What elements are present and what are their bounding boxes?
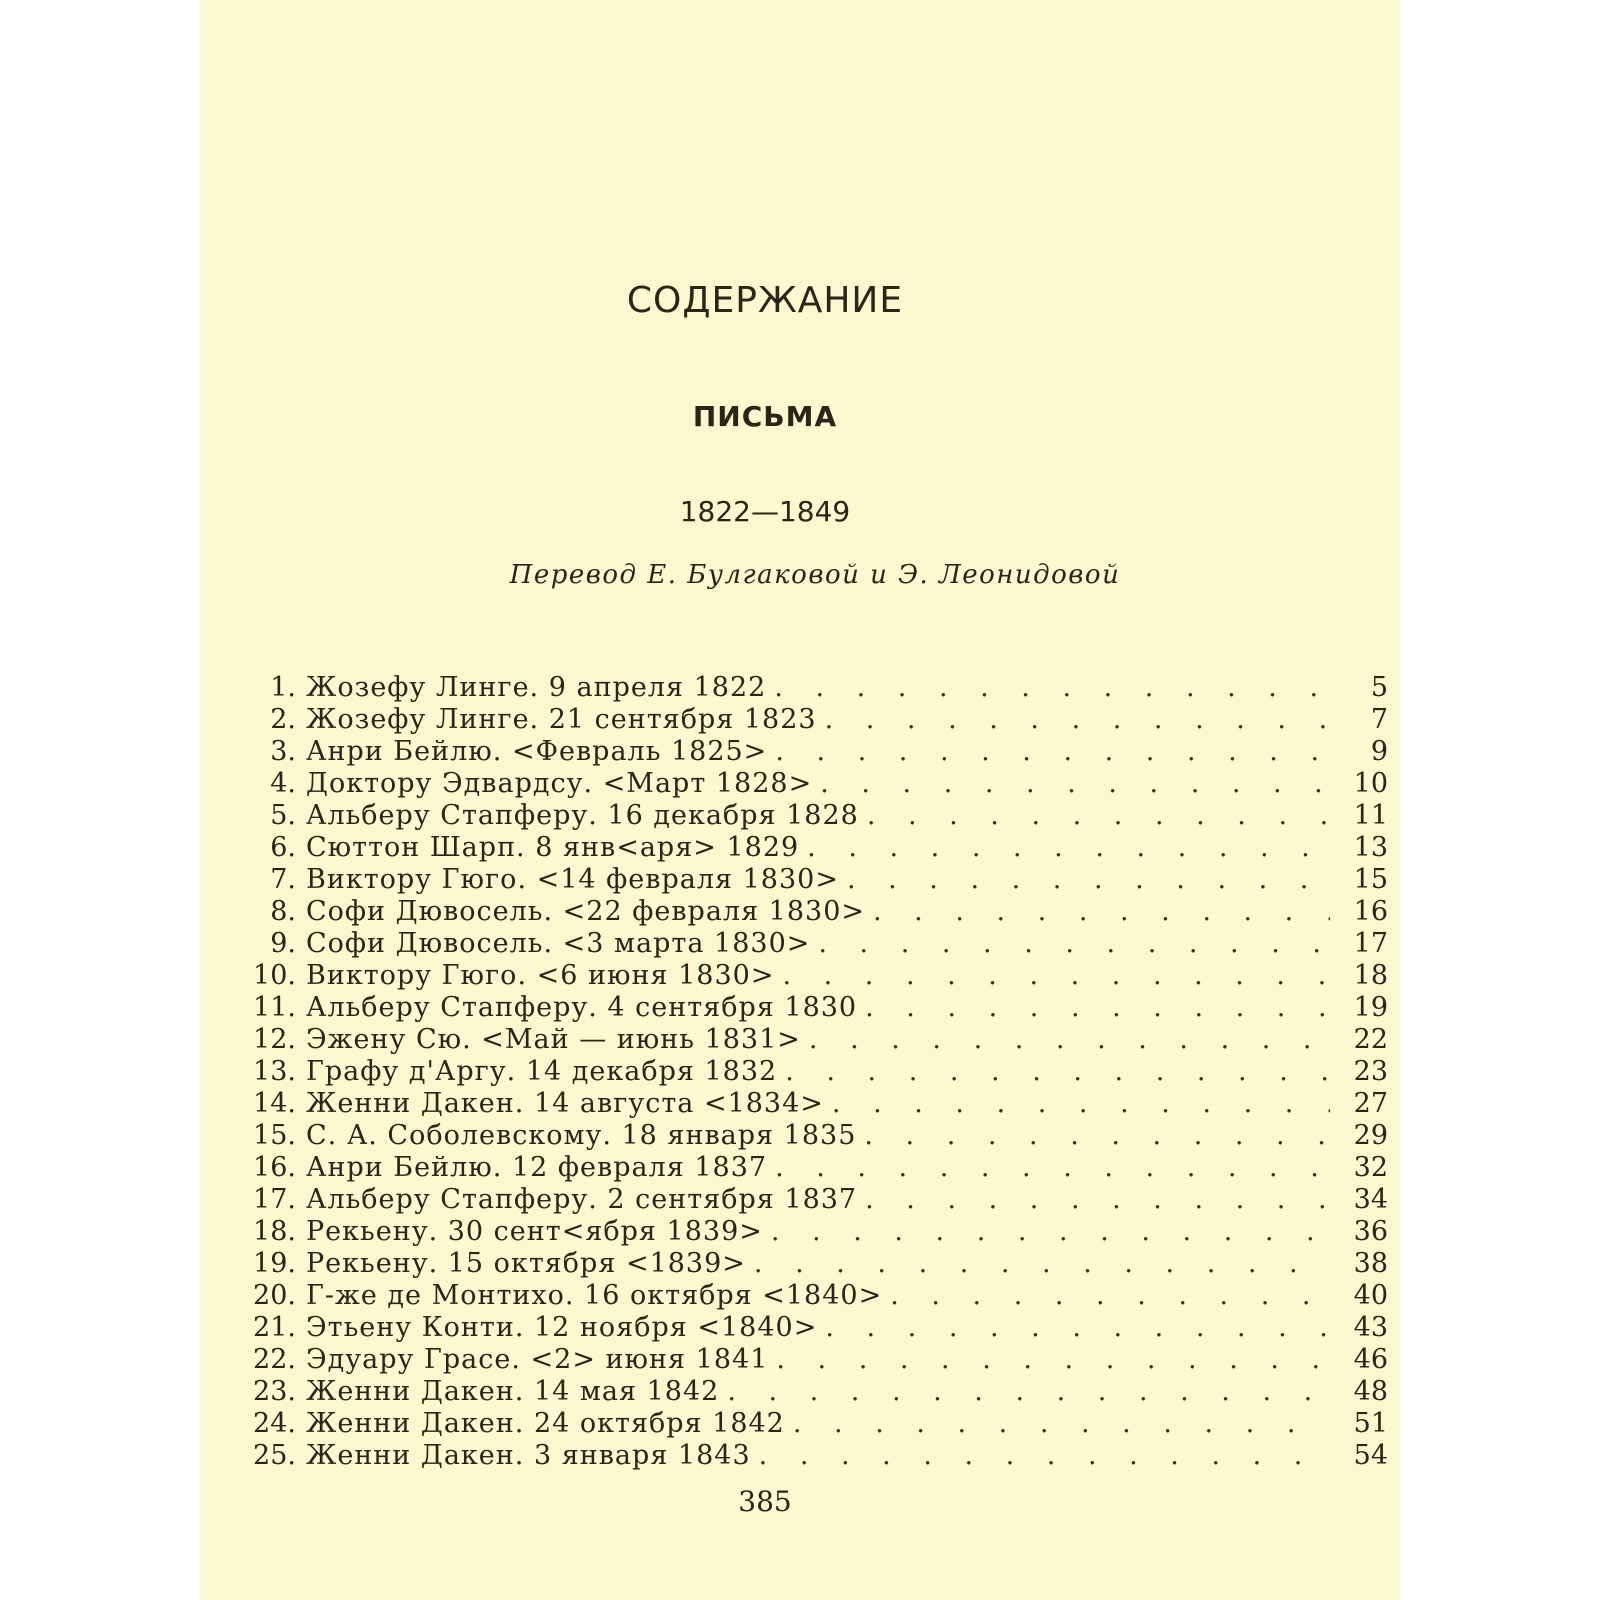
toc-entry-number: 17. <box>253 1184 296 1215</box>
toc-entry-page: 29 <box>1353 1120 1388 1151</box>
toc-entry-title: Рекьену. 30 сент<ября 1839> <box>306 1216 763 1247</box>
toc-entry-title: Виктору Гюго. <14 февраля 1830> <box>306 864 839 895</box>
dot-leader <box>759 1440 1330 1472</box>
toc-entry-title: Сюттон Шарп. 8 янв<аря> 1829 <box>306 832 800 863</box>
toc-entry <box>248 1312 1428 1344</box>
toc-entry <box>248 1408 1428 1440</box>
toc-entry-title: Рекьену. 15 октября <1839> <box>306 1248 746 1279</box>
dot-leader <box>873 896 1330 928</box>
toc-entry-page: 9 <box>1370 736 1388 767</box>
dot-leader <box>864 1120 1330 1152</box>
toc-entry <box>248 1248 1428 1280</box>
toc-entry <box>248 1344 1428 1376</box>
section-heading: ПИСЬМА <box>692 400 838 433</box>
toc-entry <box>248 800 1428 832</box>
dot-leader <box>890 1280 1330 1312</box>
dot-leader <box>782 960 1330 992</box>
dot-leader <box>785 1056 1330 1088</box>
toc-entry <box>248 832 1428 864</box>
toc-entry <box>248 1184 1428 1216</box>
toc-entry-title: Альберу Стапферу. 2 сентября 1837 <box>306 1184 858 1215</box>
toc-entry <box>248 960 1428 992</box>
dot-leader <box>809 1024 1330 1056</box>
dot-leader <box>807 832 1330 864</box>
toc-entry-title: Анри Бейлю. 12 февраля 1837 <box>306 1152 768 1183</box>
dot-leader <box>865 992 1330 1024</box>
dot-leader <box>867 800 1330 832</box>
toc-entry-number: 3. <box>270 736 296 767</box>
toc-entry-title: Анри Бейлю. <Февраль 1825> <box>306 736 768 767</box>
toc-entry-page: 10 <box>1353 768 1388 799</box>
toc-entry-title: Эжену Сю. <Май — июнь 1831> <box>306 1024 801 1055</box>
toc-entry-page: 38 <box>1353 1248 1388 1279</box>
toc-entry-number: 22. <box>253 1344 296 1375</box>
toc-entry-title: Виктору Гюго. <6 июня 1830> <box>306 960 775 991</box>
toc-entry <box>248 1024 1428 1056</box>
toc-entry-page: 36 <box>1353 1216 1388 1247</box>
toc-entry-title: Софи Дювосель. <3 марта 1830> <box>306 928 811 959</box>
toc-entry-number: 9. <box>270 928 296 959</box>
toc-entry-number: 6. <box>270 832 296 863</box>
toc-entry-page: 17 <box>1353 928 1388 959</box>
toc-entry-number: 11. <box>253 992 296 1023</box>
toc-entry-number: 1. <box>270 672 296 703</box>
toc-entry-number: 23. <box>253 1376 296 1407</box>
toc-entry-title: Альберу Стапферу. 4 сентября 1830 <box>306 992 858 1023</box>
toc-entry-title: Графу д'Аргу. 14 декабря 1832 <box>306 1056 778 1087</box>
toc-entry <box>248 864 1428 896</box>
toc-entry-page: 11 <box>1353 800 1388 831</box>
toc-entry <box>248 1120 1428 1152</box>
dot-leader <box>774 672 1330 704</box>
toc-entry-title: Эдуару Грасе. <2> июня 1841 <box>306 1344 769 1375</box>
toc-entry-number: 13. <box>253 1056 296 1087</box>
toc-entry-number: 8. <box>270 896 296 927</box>
toc-entry-title: С. А. Соболевскому. 18 января 1835 <box>306 1120 857 1151</box>
toc-entry-number: 15. <box>253 1120 296 1151</box>
dot-leader <box>820 768 1330 800</box>
toc-entry-page: 19 <box>1353 992 1388 1023</box>
toc-entry-page: 7 <box>1370 704 1388 735</box>
dot-leader <box>825 1312 1330 1344</box>
toc-entry-number: 19. <box>253 1248 296 1279</box>
years-heading: 1822—1849 <box>679 495 851 528</box>
dot-leader <box>754 1248 1330 1280</box>
toc-entry-page: 51 <box>1353 1408 1388 1439</box>
toc-entry-number: 21. <box>253 1312 296 1343</box>
toc-entry <box>248 672 1428 704</box>
toc-entry-page: 5 <box>1370 672 1388 703</box>
toc-entry <box>248 928 1428 960</box>
toc-entry-title: Г-же де Монтихо. 16 октября <1840> <box>306 1280 883 1311</box>
page-number: 385 <box>738 1485 792 1518</box>
book-page <box>200 0 1400 1600</box>
toc-entry <box>248 736 1428 768</box>
toc-entry-number: 5. <box>270 800 296 831</box>
toc-entry-page: 23 <box>1353 1056 1388 1087</box>
toc-entry-number: 18. <box>253 1216 296 1247</box>
toc-entry-page: 18 <box>1353 960 1388 991</box>
toc-entry-page: 27 <box>1353 1088 1388 1119</box>
toc-entry-page: 16 <box>1353 896 1388 927</box>
toc-entry <box>248 1216 1428 1248</box>
translator-line: Перевод Е. Булгаковой и Э. Леонидовой <box>509 560 1121 590</box>
toc-entry-number: 4. <box>270 768 296 799</box>
toc-entry-number: 7. <box>270 864 296 895</box>
toc-entry <box>248 1152 1428 1184</box>
toc-entry <box>248 1280 1428 1312</box>
toc-entry-page: 13 <box>1353 832 1388 863</box>
toc-entry-page: 15 <box>1353 864 1388 895</box>
dot-leader <box>771 1216 1330 1248</box>
toc-entry-title: Женни Дакен. 14 августа <1834> <box>306 1088 824 1119</box>
toc-entry-title: Женни Дакен. 24 октября 1842 <box>306 1408 785 1439</box>
toc-entry-title: Доктору Эдвардсу. <Март 1828> <box>306 768 813 799</box>
dot-leader <box>832 1088 1330 1120</box>
toc-entry <box>248 992 1428 1024</box>
toc-entry-title: Жозефу Линге. 9 апреля 1822 <box>306 672 767 703</box>
toc-entry-number: 12. <box>253 1024 296 1055</box>
dot-leader <box>793 1408 1330 1440</box>
page-title: СОДЕРЖАНИЕ <box>626 280 904 321</box>
toc-entry-title: Жозефу Линге. 21 сентября 1823 <box>306 704 817 735</box>
dot-leader <box>775 1152 1330 1184</box>
toc-entry-title: Женни Дакен. 3 января 1843 <box>306 1440 751 1471</box>
toc-entry-number: 10. <box>253 960 296 991</box>
toc-entry <box>248 1376 1428 1408</box>
toc-entry-title: Женни Дакен. 14 мая 1842 <box>306 1376 720 1407</box>
toc-entry-number: 14. <box>253 1088 296 1119</box>
dot-leader <box>865 1184 1330 1216</box>
toc-entry <box>248 1440 1428 1472</box>
toc-entry <box>248 1056 1428 1088</box>
dot-leader <box>818 928 1330 960</box>
dot-leader <box>775 736 1330 768</box>
toc-entry-number: 24. <box>253 1408 296 1439</box>
toc-entry-page: 46 <box>1353 1344 1388 1375</box>
toc-entry <box>248 704 1428 736</box>
toc-entry <box>248 896 1428 928</box>
toc-entry-title: Этьену Конти. 12 ноября <1840> <box>306 1312 818 1343</box>
toc-entry-page: 34 <box>1353 1184 1388 1215</box>
toc-entry-page: 54 <box>1353 1440 1388 1471</box>
toc-entry-page: 22 <box>1353 1024 1388 1055</box>
toc-entry-number: 20. <box>253 1280 296 1311</box>
toc-entry <box>248 1088 1428 1120</box>
toc-entry-number: 16. <box>253 1152 296 1183</box>
toc-entry-page: 43 <box>1353 1312 1388 1343</box>
toc-entry-title: Альберу Стапферу. 16 декабря 1828 <box>306 800 859 831</box>
toc-entry-page: 32 <box>1353 1152 1388 1183</box>
toc-entry <box>248 768 1428 800</box>
dot-leader <box>727 1376 1330 1408</box>
dot-leader <box>825 704 1330 736</box>
table-of-contents <box>248 672 1428 1472</box>
dot-leader <box>847 864 1330 896</box>
toc-entry-page: 48 <box>1353 1376 1388 1407</box>
toc-entry-title: Софи Дювосель. <22 февраля 1830> <box>306 896 866 927</box>
toc-entry-number: 2. <box>270 704 296 735</box>
dot-leader <box>776 1344 1330 1376</box>
toc-entry-number: 25. <box>253 1440 296 1471</box>
toc-entry-page: 40 <box>1353 1280 1388 1311</box>
